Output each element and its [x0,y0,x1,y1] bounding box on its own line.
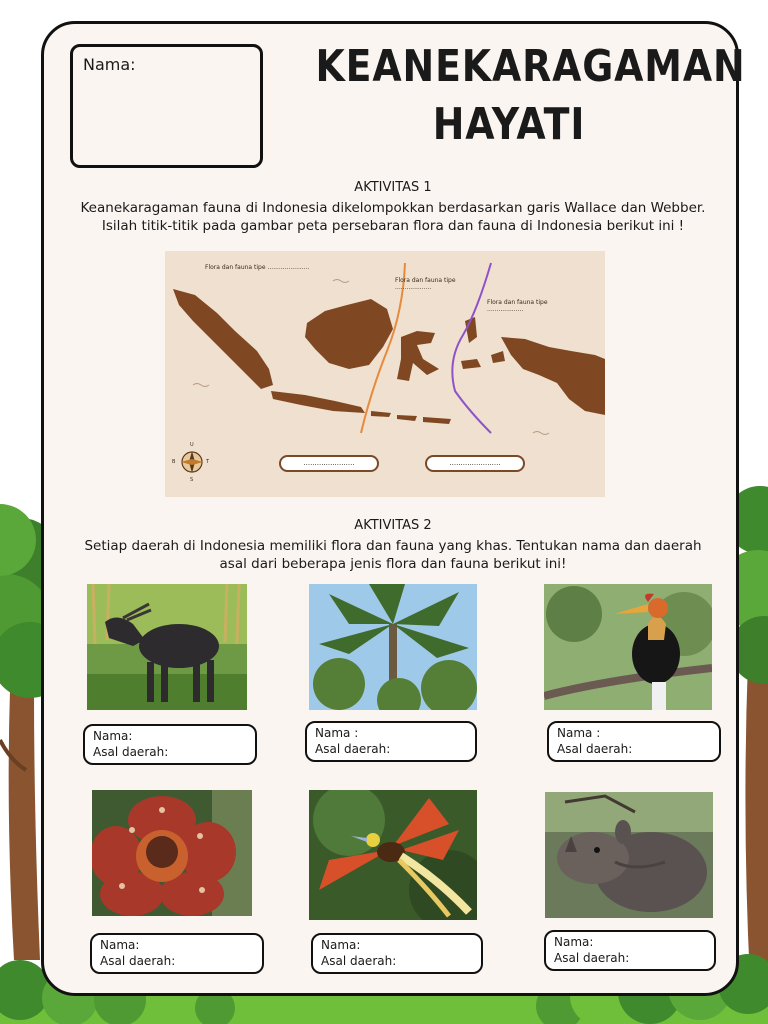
answer-origin-label: Asal daerah: [93,745,169,759]
compass-north-label: U [190,442,194,448]
papua-island [501,337,605,415]
title-line-1: KEANEKARAGAMAN [315,41,746,92]
answer-box-rafflesia[interactable] [90,933,264,974]
compass-south-label: S [190,477,194,483]
hornbill-photo [544,584,712,710]
weber-line [452,263,491,433]
activity-1-line-1: Keanekaragaman fauna di Indonesia dikelompokkan berdasarkan garis Wallace dan Webber. [80,200,706,216]
map-label-east: Flora dan fauna tipe ................... [487,299,548,313]
compass-west-label: B [172,459,176,465]
answer-origin-label: Asal daerah: [100,954,176,968]
answer-name-label: Nama: [321,938,361,952]
map-answer-box-right[interactable]: ....................... [425,455,525,472]
answer-name-label: Nama: [554,935,594,949]
sea-wave-3 [333,280,349,283]
answer-name-label: Nama : [315,726,359,740]
student-name-label: Nama: [83,55,136,74]
answer-origin-label: Asal daerah: [554,951,630,965]
indonesia-distribution-map [165,251,605,497]
activity-2-line-1: Setiap daerah di Indonesia memiliki flora dan fauna yang khas. Tentukan nama dan daerah [84,538,702,554]
activity-2-instructions [44,537,742,573]
activity-1-heading: AKTIVITAS 1 [354,180,432,195]
activity-1-instructions [44,199,742,235]
answer-box-bird-of-paradise[interactable] [311,933,483,974]
compass-east-label: T [206,459,210,465]
answer-box-javan-rhino[interactable] [544,930,716,971]
indonesia-map-drawing [165,251,605,497]
anoa-photo [87,584,247,710]
nusa-tenggara-islands [371,411,451,424]
answer-origin-label: Asal daerah: [321,954,397,968]
lontar-palm-photo [309,584,477,710]
answer-name-label: Nama : [557,726,601,740]
rafflesia-photo [92,790,252,916]
activity-2-line-2: asal dari beberapa jenis flora dan fauna berikut ini! [219,556,567,572]
map-answer-box-left[interactable]: ....................... [279,455,379,472]
answer-box-hornbill[interactable] [547,721,721,762]
compass-rose-icon [181,451,203,473]
title-line-2: HAYATI [432,99,586,150]
answer-box-lontar[interactable] [305,721,477,762]
java-island [271,391,365,413]
activity-1-line-2: Isilah titik-titik pada gambar peta persebaran flora dan fauna di Indonesia berikut ini ! [101,218,685,234]
sea-wave-2 [533,432,549,435]
answer-name-label: Nama: [93,729,133,743]
sumatra-island [173,289,273,389]
borneo-island [305,299,393,369]
answer-name-label: Nama: [100,938,140,952]
answer-origin-label: Asal daerah: [557,742,633,756]
worksheet-sheet [41,21,746,996]
sulawesi-island [397,331,439,381]
sea-wave-1 [193,384,209,387]
student-name-box[interactable] [70,44,263,168]
activity-2-heading: AKTIVITAS 2 [354,518,432,533]
map-label-west: Flora dan fauna tipe ...................... [205,264,310,271]
bird-of-paradise-photo [309,790,477,920]
answer-box-anoa[interactable] [83,724,257,765]
map-label-middle: Flora dan fauna tipe ................... [395,277,456,291]
answer-origin-label: Asal daerah: [315,742,391,756]
javan-rhino-photo [545,792,713,918]
worksheet-title [315,38,746,154]
